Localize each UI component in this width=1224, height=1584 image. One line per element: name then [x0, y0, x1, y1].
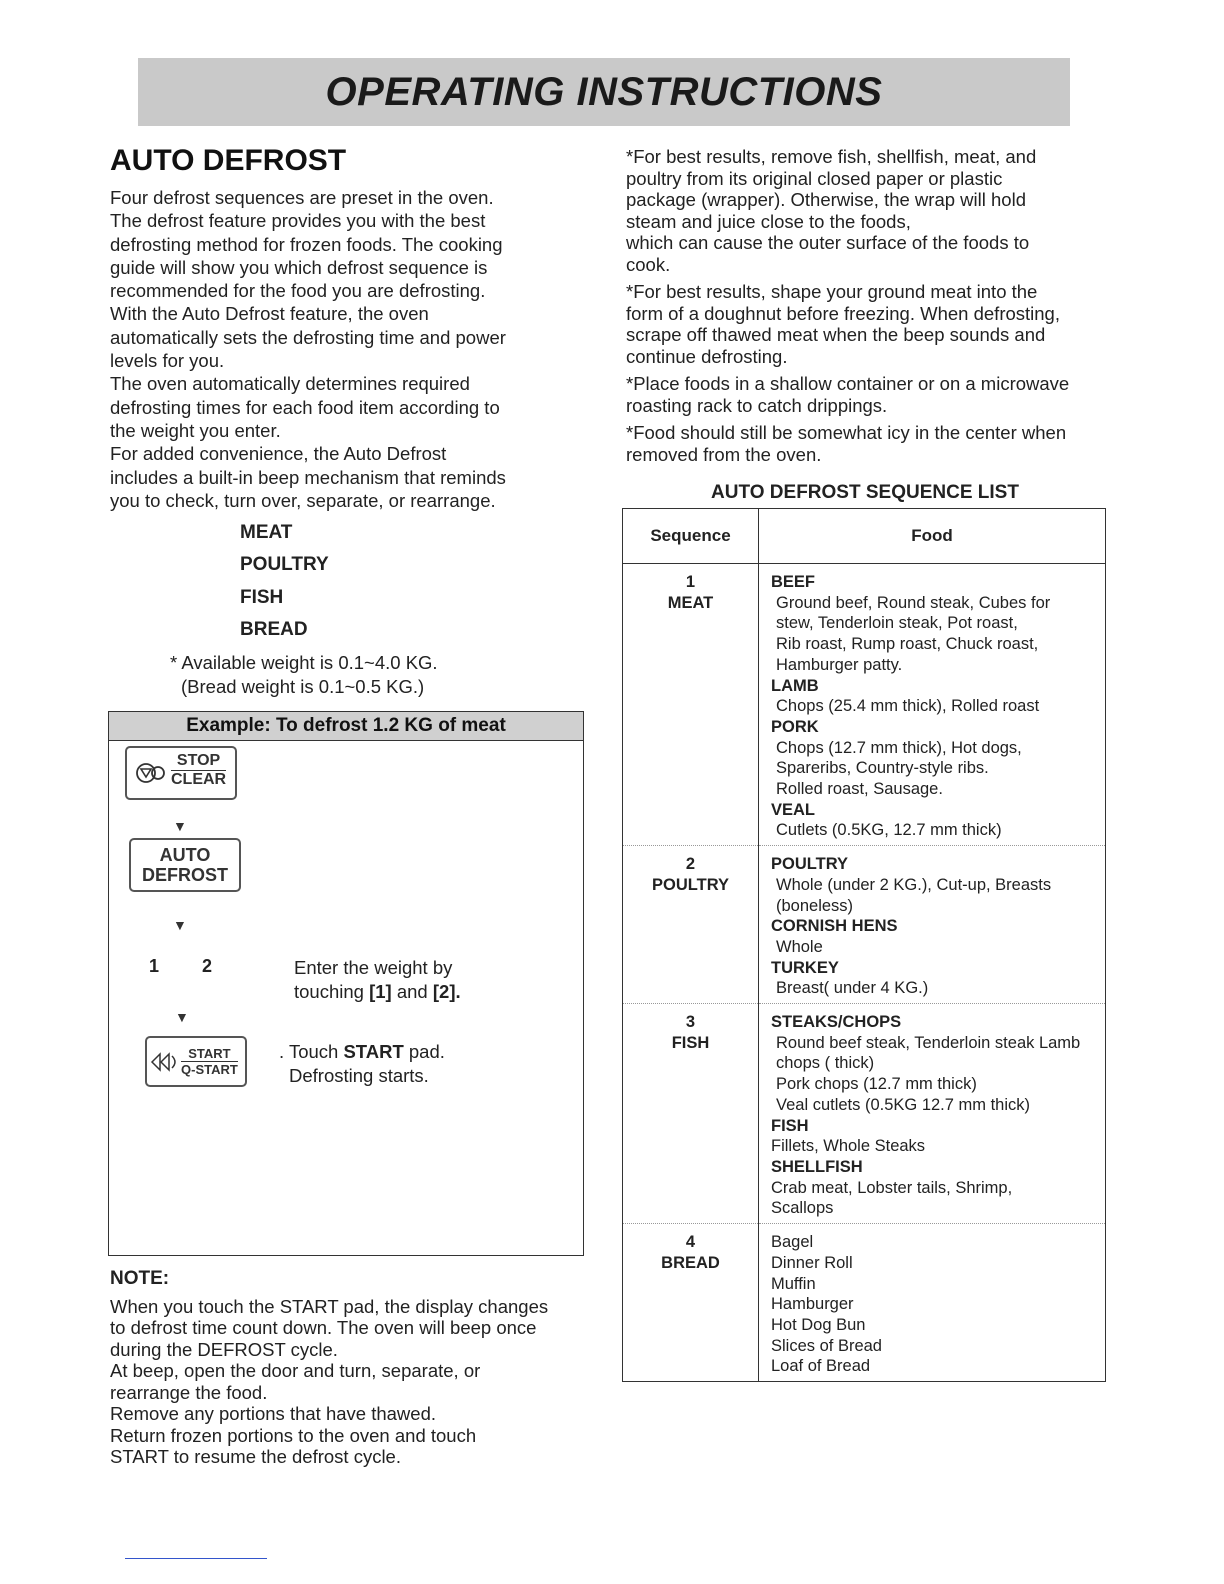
sequence-number: 1 — [685, 573, 696, 591]
food-category: TURKEY — [771, 958, 839, 977]
food-category: STEAKS/CHOPS — [771, 1013, 902, 1032]
food-item: Chops (12.7 mm thick), Hot dogs, — [776, 738, 1022, 757]
tips-list — [626, 146, 1101, 471]
start-icon — [150, 1050, 182, 1074]
auto-defrost-button[interactable] — [129, 838, 241, 892]
sequence-name: FISH — [671, 1033, 710, 1052]
food-item: Crab meat, Lobster tails, Shrimp, — [771, 1178, 1013, 1197]
food-category: VEAL — [771, 800, 816, 819]
intro-text — [110, 186, 550, 512]
sequence-number: 4 — [685, 1233, 696, 1252]
stop-clear-button[interactable] — [125, 746, 237, 800]
sequence-name: BREAD — [661, 1253, 720, 1272]
arrow-down-icon: ▼ — [173, 818, 187, 834]
intro-line: For added convenience, the Auto Defrost — [110, 443, 447, 465]
intro-line: levels for you. — [110, 350, 225, 372]
column-header-food: Food — [759, 509, 1106, 564]
food-item: Round beef steak, Tenderloin steak Lamb — [776, 1033, 1081, 1052]
food-item: Hot Dog Bun — [771, 1315, 866, 1334]
intro-line: The oven automatically determines required — [110, 373, 470, 395]
sequence-bread: BREAD — [240, 619, 308, 640]
note-line: Remove any portions that have thawed. — [110, 1403, 436, 1424]
intro-line: includes a built-in beep mechanism that reminds — [110, 466, 506, 488]
footer-divider — [125, 1558, 267, 1559]
arrow-down-icon: ▼ — [175, 1009, 189, 1025]
defrost-label: DEFROST — [141, 865, 228, 885]
sequence-cell — [623, 1004, 759, 1224]
tip-item: *For best results, remove fish, shellfish, meat, and poultry from its original closed paper or plastic package (wrapper). Otherwise, the wrap will hold steam and juice close to the foods, which can cause the outer surface of the foods to cook. — [626, 146, 1037, 275]
page-title: OPERATING INSTRUCTIONS — [325, 69, 883, 114]
table-row — [623, 564, 1106, 846]
key-2-button[interactable]: 2 — [202, 956, 213, 976]
available-weight: * Available weight is 0.1~4.0 KG. — [170, 652, 438, 673]
food-item: Slices of Bread — [771, 1336, 882, 1355]
sequence-poultry: POULTRY — [240, 554, 329, 575]
food-item: Chops (25.4 mm thick), Rolled roast — [776, 697, 1040, 716]
table-row — [623, 1004, 1106, 1224]
food-item: Rolled roast, Sausage. — [776, 780, 943, 799]
stop-label: STOP — [171, 752, 226, 771]
start-label: START — [181, 1046, 238, 1062]
food-item: Whole (under 2 KG.), Cut-up, Breasts — [776, 875, 1052, 894]
food-item: Hamburger patty. — [776, 655, 903, 674]
sequence-meat: MEAT — [240, 522, 293, 543]
q-start-label: Q-START — [181, 1062, 238, 1077]
note-line: When you touch the START pad, the display changes — [110, 1295, 549, 1317]
note-title: NOTE: — [110, 1268, 170, 1289]
note-line: during the DEFROST cycle. — [110, 1338, 338, 1360]
tip-item: *For best results, shape your ground meat into the form of a doughnut before freezing. When defrosting, scrape off thawed meat when the beep sounds and continue defrosting. — [626, 281, 1060, 367]
intro-line: Four defrost sequences are preset in the oven. — [110, 187, 494, 208]
note-line: to defrost time count down. The oven will beep once — [110, 1317, 537, 1338]
note-line: rearrange the food. — [110, 1381, 268, 1403]
arrow-down-icon: ▼ — [173, 917, 187, 933]
note-line: START to resume the defrost cycle. — [110, 1446, 401, 1467]
food-item: Dinner Roll — [771, 1253, 853, 1272]
intro-line: The defrost feature provides you with the best — [110, 210, 486, 232]
intro-line: the weight you enter. — [110, 419, 281, 441]
intro-line: defrosting method for frozen foods. The cooking — [110, 233, 503, 255]
auto-label: AUTO — [159, 845, 211, 865]
weight-line: Enter the weight by — [294, 957, 453, 978]
food-item: Spareribs, Country-style ribs. — [776, 759, 989, 778]
food-category: BEEF — [771, 573, 816, 591]
food-category: FISH — [771, 1116, 809, 1135]
food-cell — [759, 846, 1106, 1004]
food-item: Fillets, Whole Steaks — [771, 1137, 926, 1156]
note-section — [110, 1268, 580, 1468]
sequence-name: POULTRY — [652, 875, 729, 894]
weight-instruction — [294, 956, 461, 1004]
food-item: (boneless) — [776, 896, 854, 915]
food-category: LAMB — [771, 676, 819, 695]
food-category: PORK — [771, 717, 819, 736]
column-header-sequence: Sequence — [623, 509, 759, 564]
food-item: Pork chops (12.7 mm thick) — [776, 1075, 977, 1094]
food-cell — [759, 564, 1106, 846]
food-item: stew, Tenderloin steak, Pot roast, — [776, 614, 1018, 633]
header-banner — [138, 58, 1070, 126]
food-item: Loaf of Bread — [771, 1357, 871, 1376]
intro-line: you to check, turn over, separate, or rearrange. — [110, 489, 496, 511]
food-item: Cutlets (0.5KG, 12.7 mm thick) — [776, 821, 1002, 840]
intro-line: defrosting times for each food item according to — [110, 396, 500, 418]
food-item: Bagel — [771, 1233, 814, 1252]
food-item: Veal cutlets (0.5KG 12.7 mm thick) — [776, 1095, 1031, 1114]
start-line: . Touch START pad. — [279, 1041, 445, 1062]
sequence-cell — [623, 1224, 759, 1382]
food-item: Whole — [776, 937, 823, 956]
food-item: Muffin — [771, 1274, 816, 1293]
clear-label: CLEAR — [171, 771, 227, 788]
food-category: POULTRY — [771, 855, 848, 874]
sequence-number: 3 — [685, 1013, 696, 1032]
sequence-cell — [623, 564, 759, 846]
food-category: SHELLFISH — [771, 1157, 863, 1176]
table-row — [623, 1224, 1106, 1382]
weight-line: touching [1] and [2]. — [294, 981, 461, 1002]
sequence-list-title: AUTO DEFROST SEQUENCE LIST — [711, 482, 1019, 503]
food-item: Rib roast, Rump roast, Chuck roast, — [776, 635, 1039, 654]
section-title: AUTO DEFROST — [110, 144, 347, 177]
food-cell — [759, 1004, 1106, 1224]
intro-line: recommended for the food you are defrosting. — [110, 280, 486, 302]
sequence-name: MEAT — [667, 593, 714, 612]
sequence-fish: FISH — [240, 587, 284, 608]
table-row — [623, 846, 1106, 1004]
tip-item: *Food should still be somewhat icy in the center when removed from the oven. — [626, 422, 1067, 465]
food-item: chops ( thick) — [776, 1054, 875, 1073]
table-header-row — [623, 509, 1106, 564]
note-line: At beep, open the door and turn, separate, or — [110, 1360, 481, 1381]
tip-item: *Place foods in a shallow container or on a microwave roasting rack to catch drippings. — [626, 373, 1070, 416]
food-item: Breast( under 4 KG.) — [776, 979, 929, 998]
intro-line: With the Auto Defrost feature, the oven — [110, 303, 429, 325]
food-category: CORNISH HENS — [771, 917, 898, 936]
sequence-cell — [623, 846, 759, 1004]
food-item: Hamburger — [771, 1295, 854, 1314]
food-item: Ground beef, Round steak, Cubes for — [776, 593, 1051, 612]
start-line: Defrosting starts. — [289, 1065, 429, 1086]
stop-icon — [134, 761, 168, 785]
intro-line: guide will show you which defrost sequence is — [110, 256, 488, 278]
start-instruction — [279, 1040, 445, 1088]
food-cell — [759, 1224, 1106, 1382]
example-box — [108, 711, 584, 1256]
bread-weight: (Bread weight is 0.1~0.5 KG.) — [181, 676, 425, 697]
key-1-button[interactable]: 1 — [149, 956, 160, 976]
sequence-number: 2 — [685, 855, 696, 874]
start-button[interactable] — [145, 1036, 247, 1087]
sequence-table — [622, 508, 1106, 1382]
food-item: Scallops — [771, 1199, 834, 1218]
example-title: Example: To defrost 1.2 KG of meat — [109, 712, 583, 741]
note-line: Return frozen portions to the oven and touch — [110, 1424, 477, 1446]
intro-line: automatically sets the defrosting time and power — [110, 326, 506, 348]
